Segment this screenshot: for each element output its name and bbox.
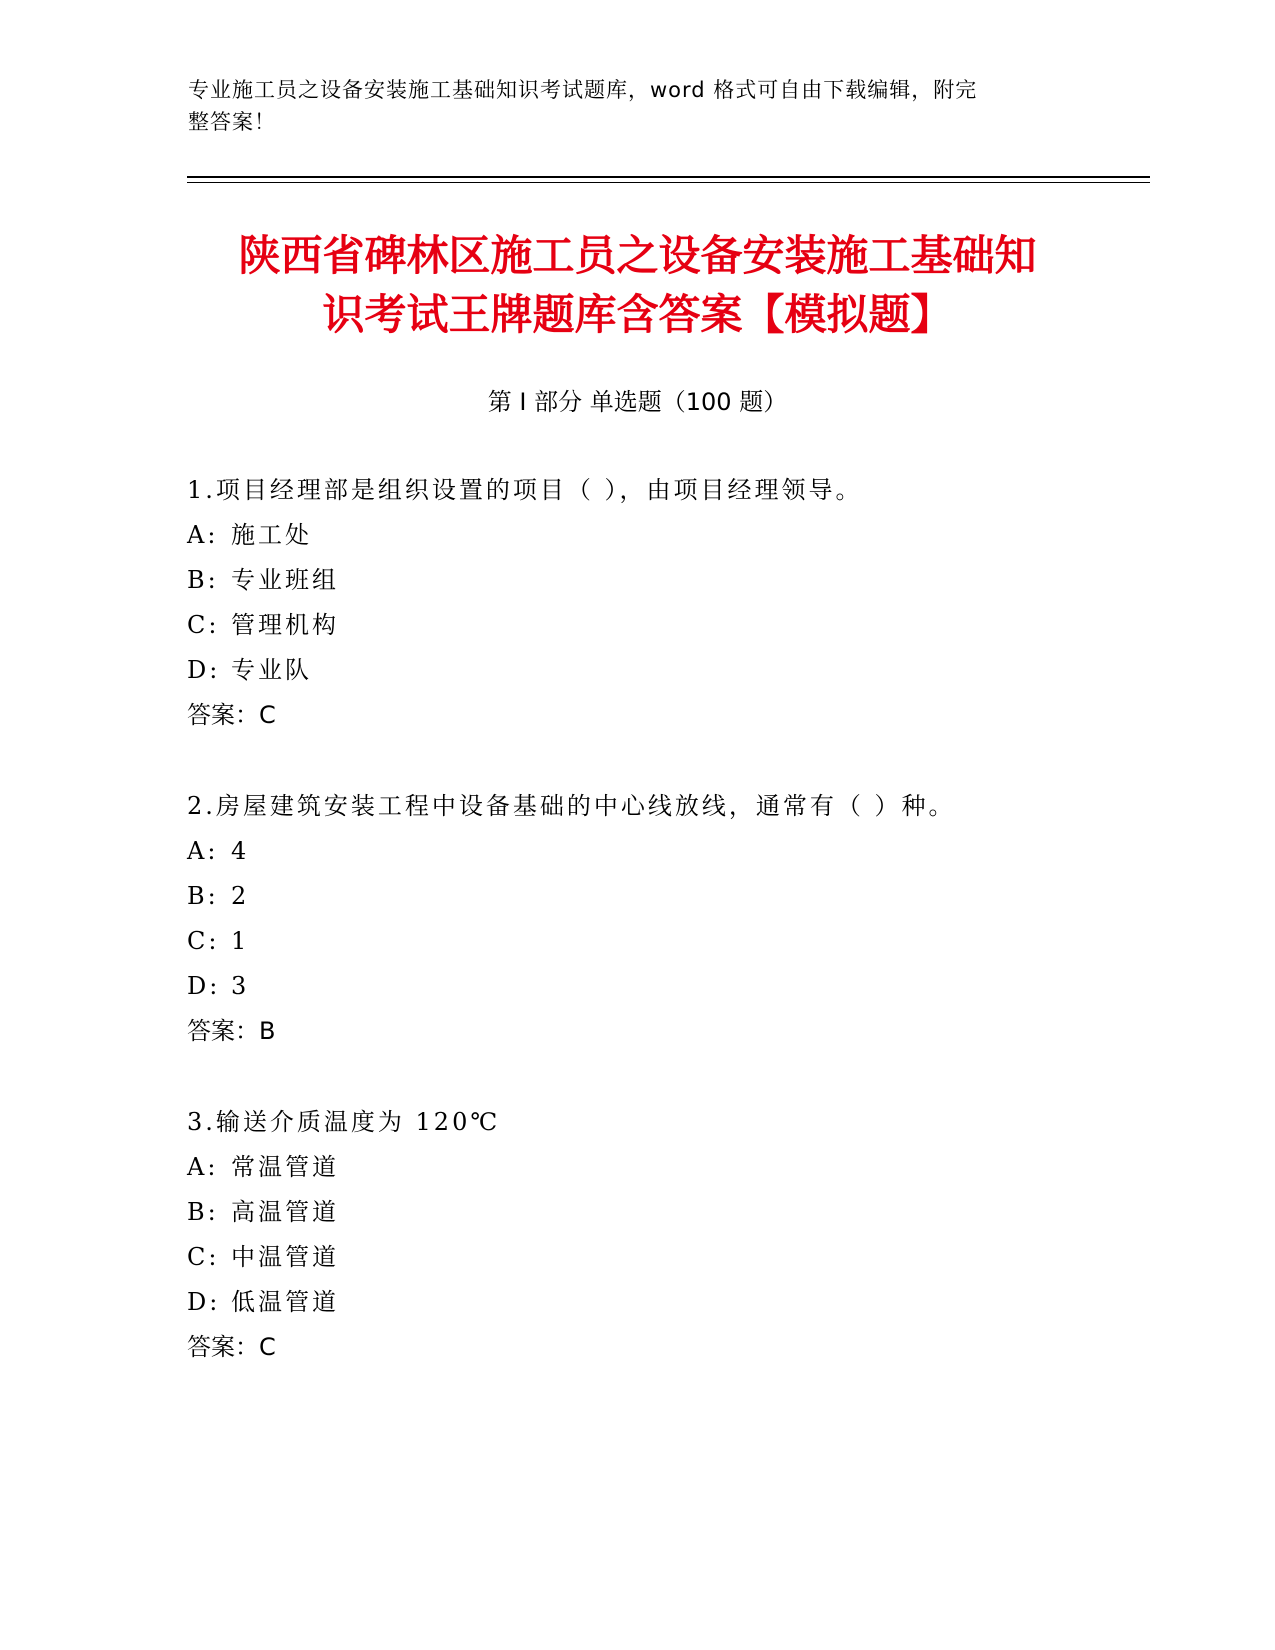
document-title-line-2: 识考试王牌题库含答案【模拟题】 xyxy=(322,290,953,339)
question-3 xyxy=(187,1100,1087,1370)
option-text: 高温管道 xyxy=(231,1198,339,1226)
option-c xyxy=(187,1235,1087,1280)
section-heading: 第 I 部分 单选题（100 题） xyxy=(487,388,788,416)
header-note xyxy=(188,74,1068,138)
option-text: 2 xyxy=(231,882,250,910)
option-text: 常温管道 xyxy=(231,1153,339,1181)
option-c xyxy=(187,603,1087,648)
document-title xyxy=(180,226,1095,344)
option-a xyxy=(187,829,1087,874)
option-text: 施工处 xyxy=(231,521,312,549)
option-text: 3 xyxy=(231,972,250,1000)
option-d xyxy=(187,1280,1087,1325)
option-letter: D: xyxy=(187,1288,221,1316)
answer: 答案：C xyxy=(187,1333,276,1361)
document-title-line-1: 陕西省碑林区施工员之设备安装施工基础知 xyxy=(238,231,1037,280)
question-stem: 2.房屋建筑安装工程中设备基础的中心线放线，通常有（ ）种。 xyxy=(187,792,956,820)
question-stem: 3.输送介质温度为 120℃ xyxy=(187,1108,501,1136)
option-letter: A: xyxy=(187,837,219,865)
question-stem: 1.项目经理部是组织设置的项目（ ），由项目经理领导。 xyxy=(187,476,863,504)
option-text: 4 xyxy=(231,837,250,865)
option-letter: D: xyxy=(187,656,221,684)
option-a xyxy=(187,513,1087,558)
option-letter: A: xyxy=(187,1153,219,1181)
option-text: 管理机构 xyxy=(231,611,339,639)
header-note-line-1: 专业施工员之设备安装施工基础知识考试题库，word 格式可自由下载编辑，附完 xyxy=(188,78,978,102)
header-divider-thin xyxy=(187,182,1150,183)
option-c xyxy=(187,919,1087,964)
option-a xyxy=(187,1145,1087,1190)
option-letter: C: xyxy=(187,1243,220,1271)
option-text: 专业班组 xyxy=(231,566,339,594)
option-letter: B: xyxy=(187,882,219,910)
option-letter: D: xyxy=(187,972,221,1000)
header-note-line-2: 整答案！ xyxy=(188,110,276,134)
option-text: 低温管道 xyxy=(231,1288,339,1316)
question-2 xyxy=(187,784,1087,1054)
option-d xyxy=(187,648,1087,693)
answer: 答案：C xyxy=(187,701,276,729)
option-letter: C: xyxy=(187,927,220,955)
option-letter: B: xyxy=(187,1198,219,1226)
option-letter: B: xyxy=(187,566,219,594)
option-b xyxy=(187,1190,1087,1235)
option-letter: C: xyxy=(187,611,220,639)
option-text: 专业队 xyxy=(231,656,312,684)
option-b xyxy=(187,558,1087,603)
option-text: 1 xyxy=(231,927,250,955)
option-d xyxy=(187,964,1087,1009)
option-b xyxy=(187,874,1087,919)
header-divider-thick xyxy=(187,176,1150,178)
question-1 xyxy=(187,468,1087,738)
option-text: 中温管道 xyxy=(231,1243,339,1271)
answer: 答案：B xyxy=(187,1017,276,1045)
option-letter: A: xyxy=(187,521,219,549)
